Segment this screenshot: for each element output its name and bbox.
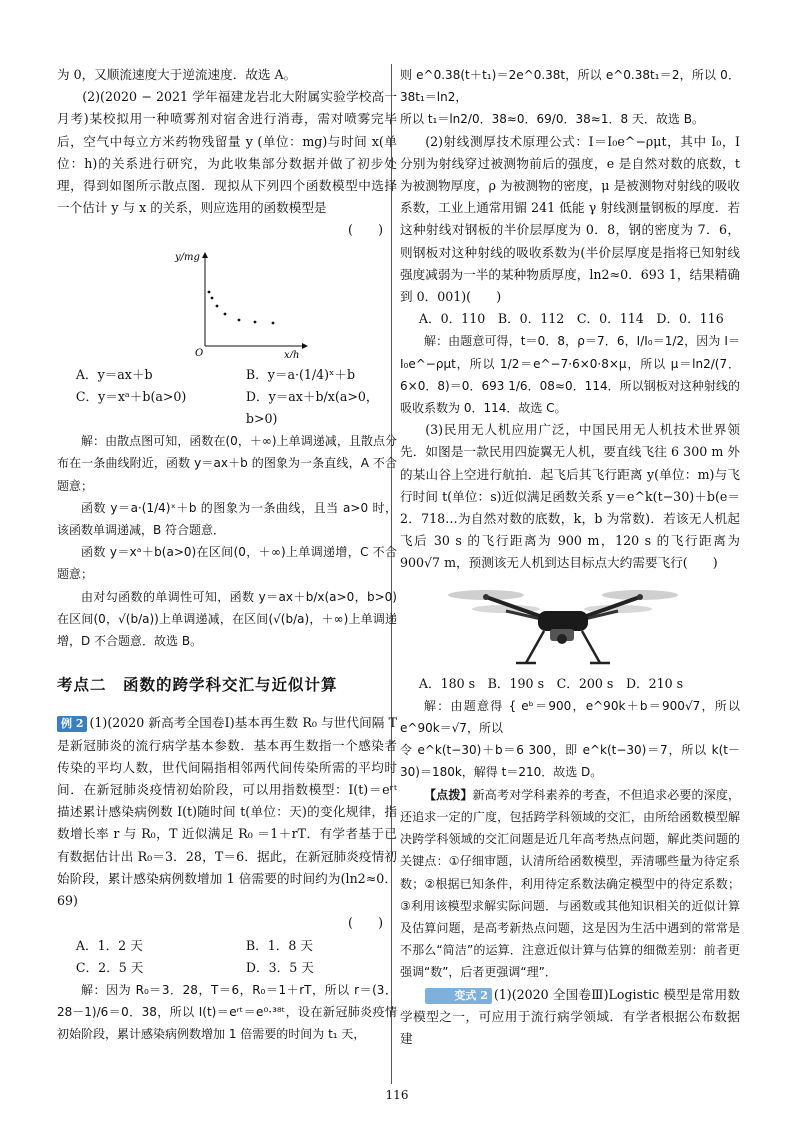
data-point xyxy=(272,321,275,324)
solution: 解：由散点图可知，函数在(0，＋∞)上单调递减，且散点分布在一条曲线附近，函数 y＝ax＋b 的图象为一条直线，A 不合题意； xyxy=(57,434,397,493)
option-a: A．1．2 天 xyxy=(75,937,143,953)
data-point xyxy=(254,320,257,323)
scatter-plot xyxy=(57,246,397,358)
question-3: (3)民用无人机应用广泛，中国民用无人机技术世界领先．如图是一款民用四旋翼无人机，要直线飞往 6 300 m 外的某山谷上空进行航拍．起飞后其飞行距离 y(单位：m)与飞行时间 t(单位：s)近似满足函数关系 y＝e^k(t−30)＋b(e＝2．718…为自然对数的底数，k，b 为常数)．若该无人机起飞后 30 s 的飞行距离为 900 m，120 s 的飞行距离为 900√7 m，预测该无人机到达目标点大约需要飞行( ) xyxy=(400,422,740,571)
data-point xyxy=(208,290,211,293)
option-b: B．y＝a·(1/4)ˣ＋b xyxy=(245,366,356,382)
data-point xyxy=(238,318,241,321)
data-point xyxy=(224,312,227,315)
tip-label: 【点拨】 xyxy=(424,787,473,802)
option-c: C．2．5 天 xyxy=(75,959,144,975)
example-2: 例 2 (1)(2020 新高考全国卷Ⅰ)基本再生数 R₀ 与世代间隔 T 是新冠肺炎的流行病学基本参数．基本再生数指一个感染者传染的平均人数，世代间隔指相邻两代间传染所需的平均时间．在新冠肺炎疫情初始阶段，可以用指数模型：I(t)＝eʳᵗ 描述累计感染病例数 I(t)随时间 t(单位：天)的变化规律，指数增长率 r 与 R₀，T 近似满足 R₀ ＝1＋rT．有学者基于已有数据估计出 R₀＝3．28，T＝6．据此，在新冠肺炎疫情初始阶段，累计感染病例数增加 1 倍需要的时间约为(ln2≈0．69) xyxy=(57,715,397,909)
solution: 则 e^0.38(t＋t₁)＝2e^0.38t，所以 e^0.38t₁＝2，所以 0．38t₁＝ln2， xyxy=(400,68,740,105)
solution: 解：由题意得 { eᵇ＝900，e^90k＋b＝900√7，所以 e^90k＝√7，所以 xyxy=(400,698,740,736)
solution: 函数 y＝xᵃ＋b(a>0)在区间(0，＋∞)上单调递增，C 不合题意； xyxy=(57,545,397,582)
scatter-plot-svg xyxy=(57,246,397,358)
variant-2: 变式 2 (1)(2020 全国卷Ⅲ)Logistic 模型是常用数学模型之一，可应用于流行病学领域．有学者根据公布数据建 xyxy=(400,986,740,1046)
option-d: D．y＝ax＋b/x(a>0，b>0) xyxy=(245,388,379,427)
paragraph: 为 0，又顺流速度大于逆流速度．故选 A。 xyxy=(57,67,297,82)
question-2: (2)(2020 − 2021 学年福建龙岩北大附属实验学校高一月考)某校拟用一种喷雾剂对宿舍进行消毒，需对喷雾完毕后，空气中每立方米药物残留量 y (单位：mg)与时间 x(单位：h)的关系进行研究，为此收集部分数据并做了初步处理，得到如图所示散点图．现拟从下列四个函数模型中选择一个估计 y 与 x 的关系，则应选用的函数模型是 xyxy=(57,89,397,216)
x-axis-label: x/h xyxy=(284,349,300,358)
data-point xyxy=(211,296,214,299)
solution: 函数 y＝a·(1/4)ˣ＋b 的图象为一条曲线，且当 a>0 时，该函数单调递减，B 符合题意． xyxy=(57,500,397,538)
variant-tag: 变式 2 xyxy=(425,988,492,1004)
option-c: C．y＝xᵃ＋b(a>0) xyxy=(75,388,187,404)
question-2: (2)射线测厚技术原理公式：I＝I₀e^−ρμt，其中 I₀，I 分别为射线穿过被测物前后的强度，e 是自然对数的底数，t 为被测物厚度，ρ 为被测物的密度，μ 是被测物对射线的吸收系数，工业上通常用镅 241 低能 γ 射线测量钢板的厚度．若这种射线对钢板的半价层厚度为 0．8，钢的密度为 7．6，则钢板对这种射线的吸收系数为(半价层厚度是指将已知射线强度减弱为一半的某种物质厚度，ln2≈0．693 1，结果精确到 0．001)( ) xyxy=(400,133,740,305)
solution: 令 e^k(t−30)＋b＝6 300，即 e^k(t−30)＝7，所以 k(t－30)＝180k，解得 t＝210．故选 D。 xyxy=(400,743,740,780)
page-number: 116 xyxy=(385,1088,409,1102)
solution: 所以 t₁＝ln2/0．38≈0．69/0．38≈1．8 天．故选 B。 xyxy=(400,112,704,127)
options: A．0．110 B．0．112 C．0．114 D．0．116 xyxy=(418,311,724,327)
drone-image xyxy=(428,581,698,667)
section-heading: 考点二 函数的跨学科交汇与近似计算 xyxy=(57,676,338,695)
solution: 解：由题意可得，t＝0．8，ρ＝7．6，I/I₀＝1/2，因为 I＝I₀e^−ρμt，所以 1/2＝e^−7·6×0·8×μ，所以 μ＝ln2/(7．6×0．8)＝0．693 1/6．08≈0．114．所以钢板对这种射线的吸收系数为 0．114．故选 C。 xyxy=(400,334,740,416)
solution: 由对勾函数的单调性可知，函数 y＝ax＋b/x(a>0，b>0)在区间(0，√(b/a))上单调递减，在区间(√(b/a)，＋∞)上单调递增，D 不合题意．故选 B。 xyxy=(57,589,397,649)
answer-bracket: ( ) xyxy=(347,222,383,238)
left-column xyxy=(57,64,397,1046)
example-tag: 例 2 xyxy=(57,716,87,732)
options xyxy=(57,364,397,431)
origin-label: O xyxy=(195,347,204,358)
option-b: B．1．8 天 xyxy=(245,937,313,953)
tip: 【点拨】新高考对学科素养的考查，不但追求必要的深度，还追求一定的广度，包括跨学科领域的交汇，由所给函数模型解决跨学科领域的交汇问题是近几年高考热点问题，解此类问题的关键点：①仔细审题，认清所给函数模型，弄清哪些量为待定系数；②根据已知条件，利用待定系数法确定模型中的待定系数；③利用该模型求解实际问题．与函数或其他知识相关的近似计算及估算问题，是高考新热点问题，这是因为生活中遇到的常常是不那么“简洁”的运算．注意近似计算与估算的细微差别：前者更强调“数”，后者更强调“理”． xyxy=(400,787,740,980)
option-d: D．3．5 天 xyxy=(245,959,314,975)
options: A．180 s B．190 s C．200 s D．210 s xyxy=(418,675,684,691)
data-point xyxy=(216,304,219,307)
option-a: A．y＝ax＋b xyxy=(75,366,153,382)
answer-bracket: ( ) xyxy=(347,915,383,931)
y-axis-label: y/mg xyxy=(175,251,200,263)
options xyxy=(57,935,397,979)
right-column xyxy=(400,64,740,1050)
solution: 解：因为 R₀＝3．28，T＝6，R₀＝1＋rT，所以 r＝(3．28－1)/6＝0．38，所以 I(t)＝eʳᵗ＝e⁰·³⁸ᵗ，设在新冠肺炎疫情初始阶段，累计感染病例数增加 1 倍需要的时间为 t₁ 天， xyxy=(57,982,397,1042)
